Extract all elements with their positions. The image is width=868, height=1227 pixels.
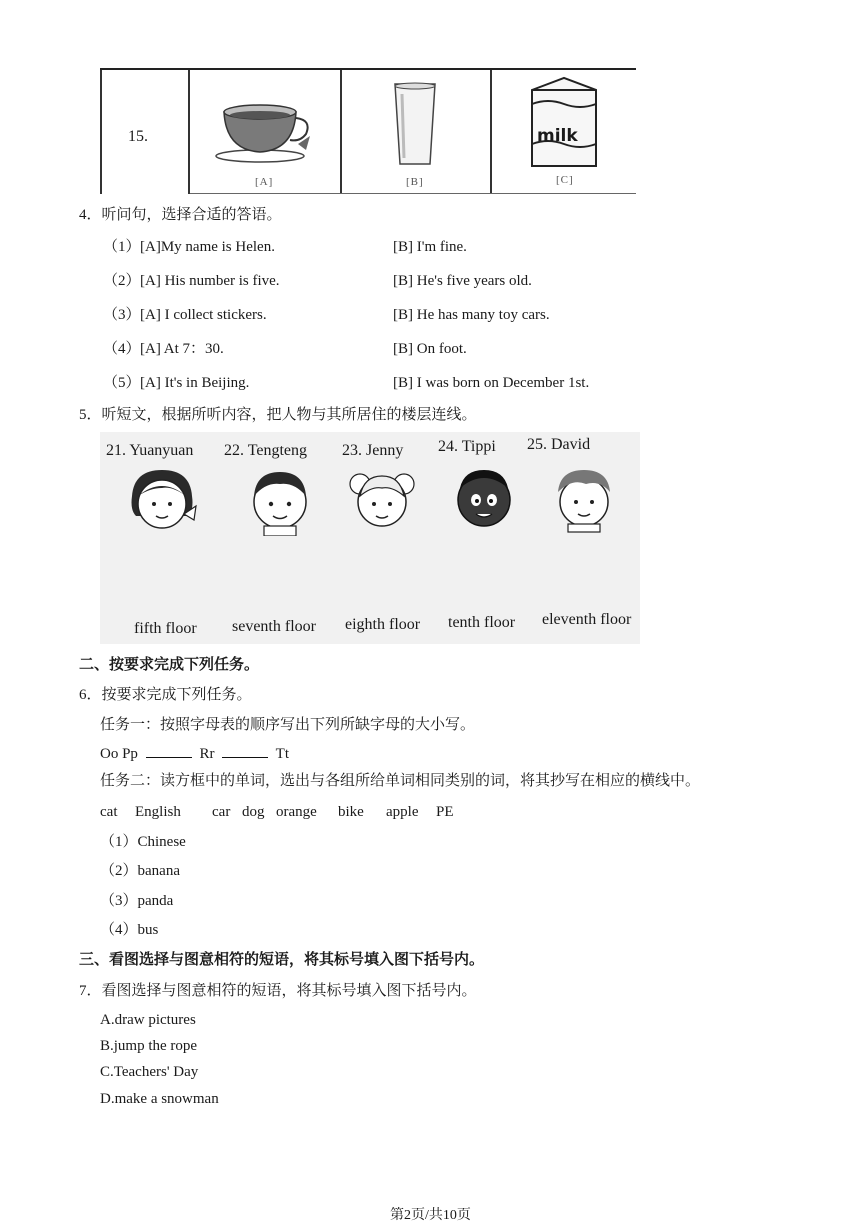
david-face-icon bbox=[546, 462, 622, 534]
section-3-heading: 三、看图选择与图意相符的短语，将其标号填入图下括号内。 bbox=[79, 952, 485, 968]
question-number: 15. bbox=[128, 128, 148, 145]
letter-blank[interactable] bbox=[222, 745, 268, 758]
table-border-left bbox=[100, 70, 102, 194]
table-divider bbox=[340, 70, 342, 194]
question-4-title: 4．听问句，选择合适的答语。 bbox=[79, 207, 282, 223]
q4-item-number: （3） bbox=[103, 307, 141, 323]
phrase-option: C.Teachers' Day bbox=[100, 1064, 199, 1080]
word-box-word: dog bbox=[242, 804, 265, 820]
task-1-text: 任务一：按照字母表的顺序写出下列所缺字母的大小写。 bbox=[100, 717, 476, 733]
q4-option-b: [B] I was born on December 1st. bbox=[393, 375, 590, 391]
kid-name: 21. Yuanyuan bbox=[106, 442, 194, 459]
kid-name: 25. David bbox=[527, 436, 591, 453]
question-15-table bbox=[100, 68, 636, 194]
phrase-option: D.make a snowman bbox=[100, 1091, 219, 1107]
word-box-word: cat bbox=[100, 804, 118, 820]
question-5-title: 5．听短文，根据所听内容，把人物与其所居住的楼层连线。 bbox=[79, 407, 477, 423]
glass-image bbox=[390, 80, 440, 168]
floor-label: eleventh floor bbox=[542, 611, 632, 628]
q4-option-a: [A] His number is five. bbox=[140, 273, 280, 289]
question-7-title: 7．看图选择与图意相符的短语，将其标号填入图下括号内。 bbox=[79, 983, 477, 999]
page-number: 第2页/共10页 bbox=[390, 1208, 471, 1223]
yuanyuan-face-icon bbox=[122, 466, 202, 536]
group-item: （4）bus bbox=[100, 922, 159, 938]
letters-start: Oo Pp bbox=[100, 746, 138, 762]
tippi-face-icon bbox=[446, 462, 522, 534]
tengteng-face-icon bbox=[242, 466, 318, 536]
word-box-word: apple bbox=[386, 804, 419, 820]
kids-floors-image bbox=[100, 432, 640, 644]
q4-item-number: （5） bbox=[103, 375, 141, 391]
group-item: （1）Chinese bbox=[100, 834, 186, 850]
q4-option-a: [A] It's in Beijing. bbox=[140, 375, 250, 391]
word-box-word: bike bbox=[338, 804, 364, 820]
q4-option-a: [A]My name is Helen. bbox=[140, 239, 275, 255]
word-box-word: PE bbox=[436, 804, 454, 820]
q4-option-a: [A] At 7：30. bbox=[140, 341, 224, 357]
word-box-word: orange bbox=[276, 804, 317, 820]
table-divider bbox=[490, 70, 492, 194]
option-a-label: [A] bbox=[255, 176, 274, 188]
table-divider bbox=[188, 70, 190, 194]
group-item: （3）panda bbox=[100, 893, 174, 909]
kid-name: 22. Tengteng bbox=[224, 442, 308, 459]
option-c-label: [C] bbox=[556, 174, 574, 186]
q4-option-b: [B] I'm fine. bbox=[393, 239, 467, 255]
group-item: （2）banana bbox=[100, 863, 180, 879]
phrase-option: A.draw pictures bbox=[100, 1012, 196, 1028]
section-2-heading: 二、按要求完成下列任务。 bbox=[79, 657, 260, 673]
teacup-image bbox=[210, 92, 320, 164]
word-box-word: English bbox=[135, 804, 181, 820]
word-box-word: car bbox=[212, 804, 231, 820]
floor-label: seventh floor bbox=[232, 618, 316, 635]
q4-item-number: （2） bbox=[103, 273, 141, 289]
kid-name: 24. Tippi bbox=[438, 438, 496, 455]
floor-label: tenth floor bbox=[448, 614, 516, 631]
floor-label: eighth floor bbox=[345, 616, 421, 633]
letters-mid: Rr bbox=[199, 746, 215, 762]
kid-name: 23. Jenny bbox=[342, 442, 404, 459]
jenny-face-icon bbox=[344, 462, 420, 534]
milk-carton-image bbox=[528, 74, 600, 170]
milk-label: milk bbox=[537, 126, 578, 146]
letter-blank[interactable] bbox=[146, 745, 192, 758]
q4-option-b: [B] He has many toy cars. bbox=[393, 307, 550, 323]
q4-item-number: （4） bbox=[103, 341, 141, 357]
q4-option-b: [B] He's five years old. bbox=[393, 273, 532, 289]
phrase-option: B.jump the rope bbox=[100, 1038, 198, 1054]
q4-option-b: [B] On foot. bbox=[393, 341, 467, 357]
option-b-label: [B] bbox=[406, 176, 424, 188]
floor-label: fifth floor bbox=[134, 620, 197, 637]
q4-item-number: （1） bbox=[103, 239, 141, 255]
table-border-bottom bbox=[190, 193, 636, 194]
q4-option-a: [A] I collect stickers. bbox=[140, 307, 267, 323]
task-2-text: 任务二：读方框中的单词，选出与各组所给单词相同类别的词，将其抄写在相应的横线中。 bbox=[100, 773, 701, 789]
question-6-title: 6．按要求完成下列任务。 bbox=[79, 687, 252, 703]
letters-line bbox=[100, 745, 289, 763]
letters-end: Tt bbox=[275, 746, 290, 762]
